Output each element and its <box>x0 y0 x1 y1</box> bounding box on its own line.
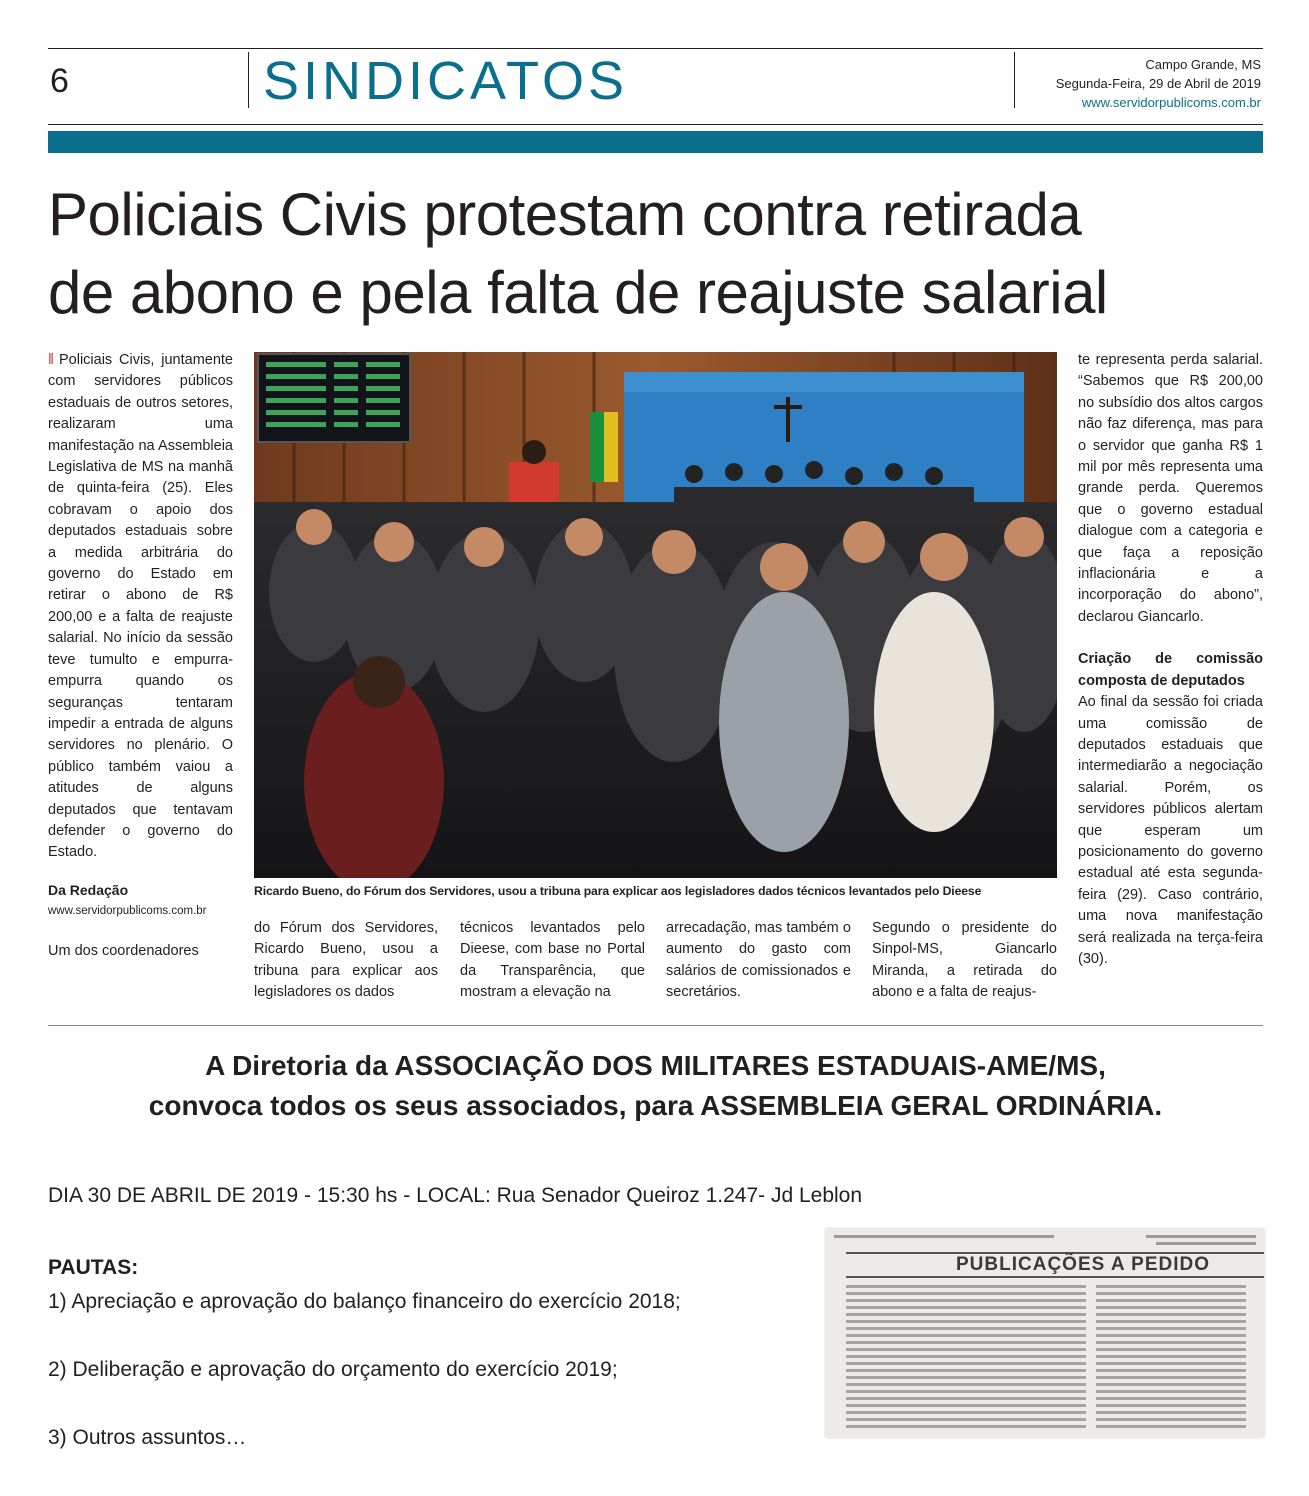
article-column-3 <box>460 918 645 1004</box>
headline-line-2: de abono e pela falta de reajuste salarial <box>48 259 1108 326</box>
section-color-band <box>48 131 1263 153</box>
pauta-item-1: 1) Apreciação e aprovação do balanço financeiro do exercício 2018; <box>48 1290 681 1313</box>
column-1-continuation: Um dos coordenadores <box>48 942 199 959</box>
article-subhead: Criação de comissão composta de deputados <box>1078 651 1263 689</box>
column-6-text-a: te representa perda salarial. “Sabemos que R$ 200,00 no subsídio dos altos cargos não faz diferença, mas para o servidor que ganha R$ 1 mil por mês representa uma grande perda. Queremos que o governo estadual dialogue com a categoria e que faça a reposição inflacionária e a incorporação do abono”, declarou Giancarlo. <box>1078 352 1263 625</box>
header-divider-right <box>1014 52 1015 108</box>
column-3-text: técnicos levantados pelo Dieese, com base no Portal da Transparência, que mostram a elevação na <box>460 920 645 1001</box>
article-column-4 <box>666 918 851 1004</box>
plenary-photo-illustration <box>254 352 1057 878</box>
article-separator <box>48 1025 1263 1026</box>
column-6-text-b: Ao final da sessão foi criada uma comissão de deputados estaduais que intermediarão a negociação salarial. Porém, os servidores públicos alertam que esperam um posicionamento do governo estadual até esta segunda-feira (29). Caso contrário, uma nova manifestação será realizada na terça-feira (30). <box>1078 694 1263 967</box>
photo-caption: Ricardo Bueno, do Fórum dos Servidores, usou a tribuna para explicar aos legisladores dados técnicos levantados pelo Dieese <box>254 884 982 898</box>
header-top-rule <box>48 48 1263 49</box>
notice-title <box>48 1046 1263 1126</box>
byline: Da Redação <box>48 881 129 898</box>
article-column-5 <box>872 918 1057 1004</box>
header-city: Campo Grande, MS <box>1145 57 1261 72</box>
column-4-text: arrecadação, mas também o aumento do gasto com salários de comissionados e secretários. <box>666 920 851 1001</box>
article-photo <box>254 352 1057 878</box>
publicacoes-clipping-image <box>826 1229 1264 1437</box>
article-column-6 <box>1078 350 1263 970</box>
pauta-item-3: 3) Outros assuntos… <box>48 1426 247 1449</box>
notice-date-location: DIA 30 DE ABRIL DE 2019 - 15:30 hs - LOCAL: Rua Senador Queiroz 1.247- Jd Leblon <box>48 1184 863 1207</box>
article-column-1 <box>48 350 233 962</box>
pautas-label: PAUTAS: <box>48 1256 139 1279</box>
paragraph-marker-icon: ‖ <box>48 352 54 368</box>
article-column-2 <box>254 918 438 1004</box>
notice-title-line-2: convoca todos os seus associados, para ASSEMBLEIA GERAL ORDINÁRIA. <box>148 1090 1163 1121</box>
article-lead: Policiais Civis, juntamente com servidores públicos estaduais de outros setores, realizaram uma manifestação na Assembleia Legislativa de MS na manhã de quinta-feira (25). Eles cobravam o apoio dos deputados estaduais sobre a medida arbitrária do governo do Estado em retirar o abono de R$ 200,00 e a falta de reajuste salarial. No início da sessão teve tumulto e empurra-empurra quando os seguranças tentaram impedir a entrada de alguns servidores no plenário. O público também vaiou a atitudes de alguns deputados que tentavam defender o governo do Estado. <box>48 352 233 861</box>
headline-line-1: Policiais Civis protestam contra retirada <box>48 181 1082 248</box>
header-website[interactable]: www.servidorpublicoms.com.br <box>1081 95 1261 110</box>
notice-title-line-1: A Diretoria da ASSOCIAÇÃO DOS MILITARES ESTADUAIS-AME/MS, <box>205 1050 1106 1081</box>
section-title: SINDICATOS <box>263 51 629 111</box>
header-date: Segunda-Feira, 29 de Abril de 2019 <box>1055 76 1261 91</box>
clipping-title: PUBLICAÇÕES A PEDIDO <box>956 1254 1211 1275</box>
pauta-item-2: 2) Deliberação e aprovação do orçamento do exercício 2019; <box>48 1358 618 1381</box>
column-2-text: do Fórum dos Servidores, Ricardo Bueno, usou a tribuna para explicar aos legisladores os dados <box>254 920 438 1001</box>
column-5-text: Segundo o presidente do Sinpol-MS, Giancarlo Miranda, a retirada do abono e a falta de reajus- <box>872 920 1057 1001</box>
header-bottom-rule <box>48 124 1263 125</box>
article-headline <box>48 176 1263 332</box>
header-divider-left <box>248 52 249 108</box>
byline-url[interactable]: www.servidorpublicoms.com.br <box>48 905 207 918</box>
header-info <box>1056 55 1261 112</box>
page-number: 6 <box>50 62 69 100</box>
